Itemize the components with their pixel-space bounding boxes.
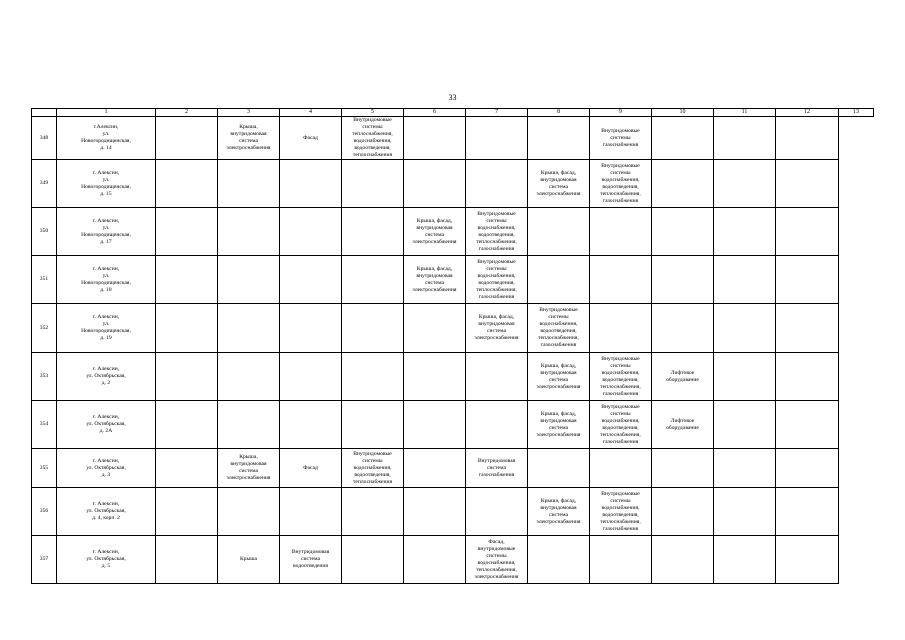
table-row <box>32 256 874 304</box>
work-cell-12 <box>714 208 776 256</box>
row-number-cell: 350 <box>32 208 57 256</box>
work-cell-13 <box>776 401 839 449</box>
work-cell-5 <box>280 401 342 449</box>
work-cell-6 <box>342 488 404 536</box>
page-number: 33 <box>448 93 457 102</box>
work-cell-7 <box>404 208 466 256</box>
work-text: Внутридомовая система водоотведения <box>291 549 330 569</box>
work-cell-9 <box>528 488 590 536</box>
work-text: Крыша <box>239 556 258 562</box>
table-row <box>32 488 874 536</box>
address-cell <box>57 160 156 208</box>
work-cell-5 <box>280 536 342 584</box>
work-cell-6 <box>342 304 404 353</box>
work-cell-7 <box>404 160 466 208</box>
work-cell-5 <box>280 256 342 304</box>
row-number-cell: 348 <box>32 117 57 160</box>
work-cell-5 <box>280 449 342 488</box>
work-cell-13 <box>776 304 839 353</box>
column-number-row <box>32 109 874 117</box>
work-text: Крыша, фасад, внутридомовая система электроснабжения <box>474 314 519 341</box>
work-cell-7 <box>404 536 466 584</box>
column-number-7: 7 <box>466 109 528 117</box>
work-cell-4 <box>218 401 280 449</box>
row-number-cell: 357 <box>32 536 57 584</box>
work-cell-12 <box>714 353 776 401</box>
work-text: Внутридомовые системы водоснабжения, водоотведения, теплоснабжения, газоснабжения <box>476 210 517 252</box>
work-cell-13 <box>776 208 839 256</box>
work-text: Внутридомовые системы водоснабжения, водоотведения, теплоснабжения <box>352 450 393 485</box>
work-cell-7 <box>404 256 466 304</box>
table-row <box>32 117 874 160</box>
work-cell-8 <box>466 401 528 449</box>
work-text: Крыша, внутридомовая система электроснабжения <box>226 124 271 151</box>
work-cell-9 <box>528 304 590 353</box>
address-text: г. Алексин, ул. Новогородищенская, д. 19 <box>81 314 131 341</box>
work-text: Внутридомовые системы теплоснабжения, водоснабжения, водоотведения, теплоснабжения <box>352 117 393 158</box>
work-cell-13 <box>776 353 839 401</box>
work-cell-7 <box>404 304 466 353</box>
year-cell-3 <box>156 117 218 160</box>
address-cell <box>57 536 156 584</box>
work-cell-10 <box>590 117 652 160</box>
column-number-4: 4 <box>280 109 342 117</box>
column-number-2: 2 <box>156 109 218 117</box>
work-cell-8 <box>466 353 528 401</box>
address-cell <box>57 401 156 449</box>
address-text: г. Алексин, ул. Новогородищенская, д. 17 <box>81 217 131 245</box>
table-row <box>32 208 874 256</box>
year-cell-3 <box>156 256 218 304</box>
work-cell-9 <box>528 208 590 256</box>
work-text: Крыша, фасад, внутридомовая система электроснабжения <box>536 497 581 525</box>
work-text: Крыша, фасад, внутридомовая система электроснабжения <box>412 265 457 293</box>
work-cell-11 <box>652 117 714 160</box>
work-cell-5 <box>280 160 342 208</box>
work-cell-4 <box>218 208 280 256</box>
column-number-11: 11 <box>714 109 776 117</box>
work-cell-11 <box>652 304 714 353</box>
year-cell-3 <box>156 160 218 208</box>
work-text: Фасад <box>303 464 318 471</box>
work-text: Внутридомовые системы водоснабжения, водоотведения, теплоснабжения, газоснабжения <box>600 490 641 532</box>
work-cell-11 <box>652 353 714 401</box>
work-cell-4 <box>218 488 280 536</box>
work-cell-4 <box>218 449 280 488</box>
address-cell <box>57 208 156 256</box>
address-text: г. Алексин, ул. Новогородищенская, д. 15 <box>81 169 131 197</box>
work-cell-13 <box>776 160 839 208</box>
work-cell-11 <box>652 488 714 536</box>
work-cell-6 <box>342 256 404 304</box>
row-number-cell: 353 <box>32 353 57 401</box>
work-cell-11 <box>652 401 714 449</box>
work-text: Крыша, фасад, внутридомовая система электроснабжения <box>412 217 457 245</box>
work-text: Внутридомовые системы водоснабжения, водоотведения, теплоснабжения, газоснабжения <box>600 403 641 445</box>
work-cell-4 <box>218 256 280 304</box>
year-cell-3 <box>156 353 218 401</box>
column-number-1: 1 <box>57 109 156 117</box>
work-cell-5 <box>280 353 342 401</box>
work-cell-12 <box>714 488 776 536</box>
year-cell-3 <box>156 208 218 256</box>
address-text: г.Алексин, ул. Новогородищенская, д. 14 <box>81 124 131 151</box>
address-cell <box>57 449 156 488</box>
work-cell-10 <box>590 208 652 256</box>
work-text: Внутридомовые системы водоснабжения, водоотведения, теплоснабжения, газоснабжения <box>600 355 641 397</box>
address-text: г. Алексин, ул. Октябрьская, д. 2А <box>86 414 126 434</box>
work-cell-6 <box>342 536 404 584</box>
work-cell-12 <box>714 536 776 584</box>
work-cell-10 <box>590 488 652 536</box>
work-cell-7 <box>404 449 466 488</box>
work-cell-9 <box>528 353 590 401</box>
repair-schedule-table <box>31 108 874 584</box>
work-cell-8 <box>466 304 528 353</box>
address-text: г. Алексин, ул. Октябрьская, д. 5 <box>86 549 126 569</box>
work-cell-8 <box>466 208 528 256</box>
work-text: Лифтовое оборудование <box>666 369 699 383</box>
work-cell-12 <box>714 304 776 353</box>
work-cell-8 <box>466 160 528 208</box>
work-cell-6 <box>342 117 404 160</box>
work-text: Крыша, фасад, внутридомовая система электроснабжения <box>536 410 581 438</box>
address-cell <box>57 256 156 304</box>
work-cell-5 <box>280 488 342 536</box>
address-text: г. Алексин, ул. Октябрьская, д. 4, корп. 2 <box>86 501 126 521</box>
work-cell-7 <box>404 488 466 536</box>
work-cell-11 <box>652 449 714 488</box>
work-text: Внутридомовые системы водоснабжения, водоотведения, теплоснабжения, газоснабжения <box>476 258 517 300</box>
work-text: Крыша, фасад, внутридомовая система электроснабжения <box>536 169 581 197</box>
work-cell-9 <box>528 449 590 488</box>
work-text: Внутридомовые системы водоснабжения, водоотведения, теплоснабжения, газоснабжения <box>538 307 579 348</box>
work-cell-9 <box>528 401 590 449</box>
row-number-cell: 354 <box>32 401 57 449</box>
work-cell-12 <box>714 449 776 488</box>
work-cell-5 <box>280 304 342 353</box>
work-cell-8 <box>466 256 528 304</box>
column-number-5: 5 <box>342 109 404 117</box>
work-cell-8 <box>466 488 528 536</box>
work-cell-12 <box>714 256 776 304</box>
work-cell-13 <box>776 256 839 304</box>
work-text: Внутридомовые системы газоснабжения <box>601 127 640 148</box>
work-text: Внутридомовые системы водоснабжения, водоотведения, теплоснабжения, газоснабжения <box>600 162 641 204</box>
table-row <box>32 160 874 208</box>
work-text: Внутридомовая система газоснабжения <box>477 457 516 478</box>
year-cell-3 <box>156 304 218 353</box>
work-cell-10 <box>590 401 652 449</box>
work-cell-5 <box>280 117 342 160</box>
work-cell-7 <box>404 117 466 160</box>
work-cell-4 <box>218 536 280 584</box>
table-row <box>32 449 874 488</box>
table-row <box>32 536 874 584</box>
work-cell-4 <box>218 117 280 160</box>
year-cell-3 <box>156 536 218 584</box>
column-number-13: 13 <box>839 109 874 117</box>
work-cell-6 <box>342 353 404 401</box>
work-cell-8 <box>466 117 528 160</box>
work-text: Фасад <box>303 134 318 141</box>
work-cell-11 <box>652 160 714 208</box>
work-cell-11 <box>652 256 714 304</box>
work-cell-12 <box>714 117 776 160</box>
work-cell-4 <box>218 353 280 401</box>
year-cell-3 <box>156 401 218 449</box>
work-cell-9 <box>528 160 590 208</box>
work-cell-11 <box>652 536 714 584</box>
work-text: Лифтовое оборудование <box>666 417 699 431</box>
table-row <box>32 304 874 353</box>
address-cell <box>57 117 156 160</box>
work-cell-10 <box>590 449 652 488</box>
column-number-9: 9 <box>590 109 652 117</box>
row-number-cell: 355 <box>32 449 57 488</box>
column-number-3: 3 <box>218 109 280 117</box>
work-cell-10 <box>590 353 652 401</box>
work-cell-11 <box>652 208 714 256</box>
work-cell-7 <box>404 401 466 449</box>
address-text: г. Алексин, ул. Октябрьская, д. 3 <box>86 457 126 478</box>
work-cell-9 <box>528 256 590 304</box>
header-blank-cell <box>32 109 57 117</box>
column-number-10: 10 <box>652 109 714 117</box>
work-cell-10 <box>590 256 652 304</box>
row-number-cell: 356 <box>32 488 57 536</box>
work-cell-13 <box>776 536 839 584</box>
work-cell-10 <box>590 304 652 353</box>
work-text: Крыша, фасад, внутридомовая система электроснабжения <box>536 362 581 390</box>
year-cell-3 <box>156 488 218 536</box>
address-text: г. Алексин, ул. Новогородищенская, д. 18 <box>81 265 131 293</box>
row-number-cell: 352 <box>32 304 57 353</box>
column-number-12: 12 <box>776 109 839 117</box>
table-row <box>32 353 874 401</box>
work-cell-10 <box>590 536 652 584</box>
address-cell <box>57 353 156 401</box>
work-cell-9 <box>528 117 590 160</box>
address-cell <box>57 488 156 536</box>
column-number-8: 8 <box>528 109 590 117</box>
work-cell-7 <box>404 353 466 401</box>
work-text: Фасад, внутридомовые системы водоснабжения, теплоснабжения, электроснабжения <box>474 538 519 580</box>
work-cell-8 <box>466 536 528 584</box>
work-cell-8 <box>466 449 528 488</box>
work-cell-4 <box>218 304 280 353</box>
row-number-cell: 349 <box>32 160 57 208</box>
work-cell-6 <box>342 208 404 256</box>
work-cell-13 <box>776 488 839 536</box>
work-cell-5 <box>280 208 342 256</box>
row-number-cell: 351 <box>32 256 57 304</box>
work-cell-12 <box>714 401 776 449</box>
address-text: г. Алексин, ул. Октябрьская, д. 2 <box>86 366 126 386</box>
year-cell-3 <box>156 449 218 488</box>
work-cell-6 <box>342 449 404 488</box>
table-row <box>32 401 874 449</box>
work-text: Крыша, внутридомовая система электроснабжения <box>226 454 271 481</box>
work-cell-12 <box>714 160 776 208</box>
work-cell-13 <box>776 117 839 160</box>
work-cell-9 <box>528 536 590 584</box>
work-cell-6 <box>342 401 404 449</box>
work-cell-4 <box>218 160 280 208</box>
work-cell-13 <box>776 449 839 488</box>
address-cell <box>57 304 156 353</box>
work-cell-10 <box>590 160 652 208</box>
column-number-6: 6 <box>404 109 466 117</box>
work-cell-6 <box>342 160 404 208</box>
